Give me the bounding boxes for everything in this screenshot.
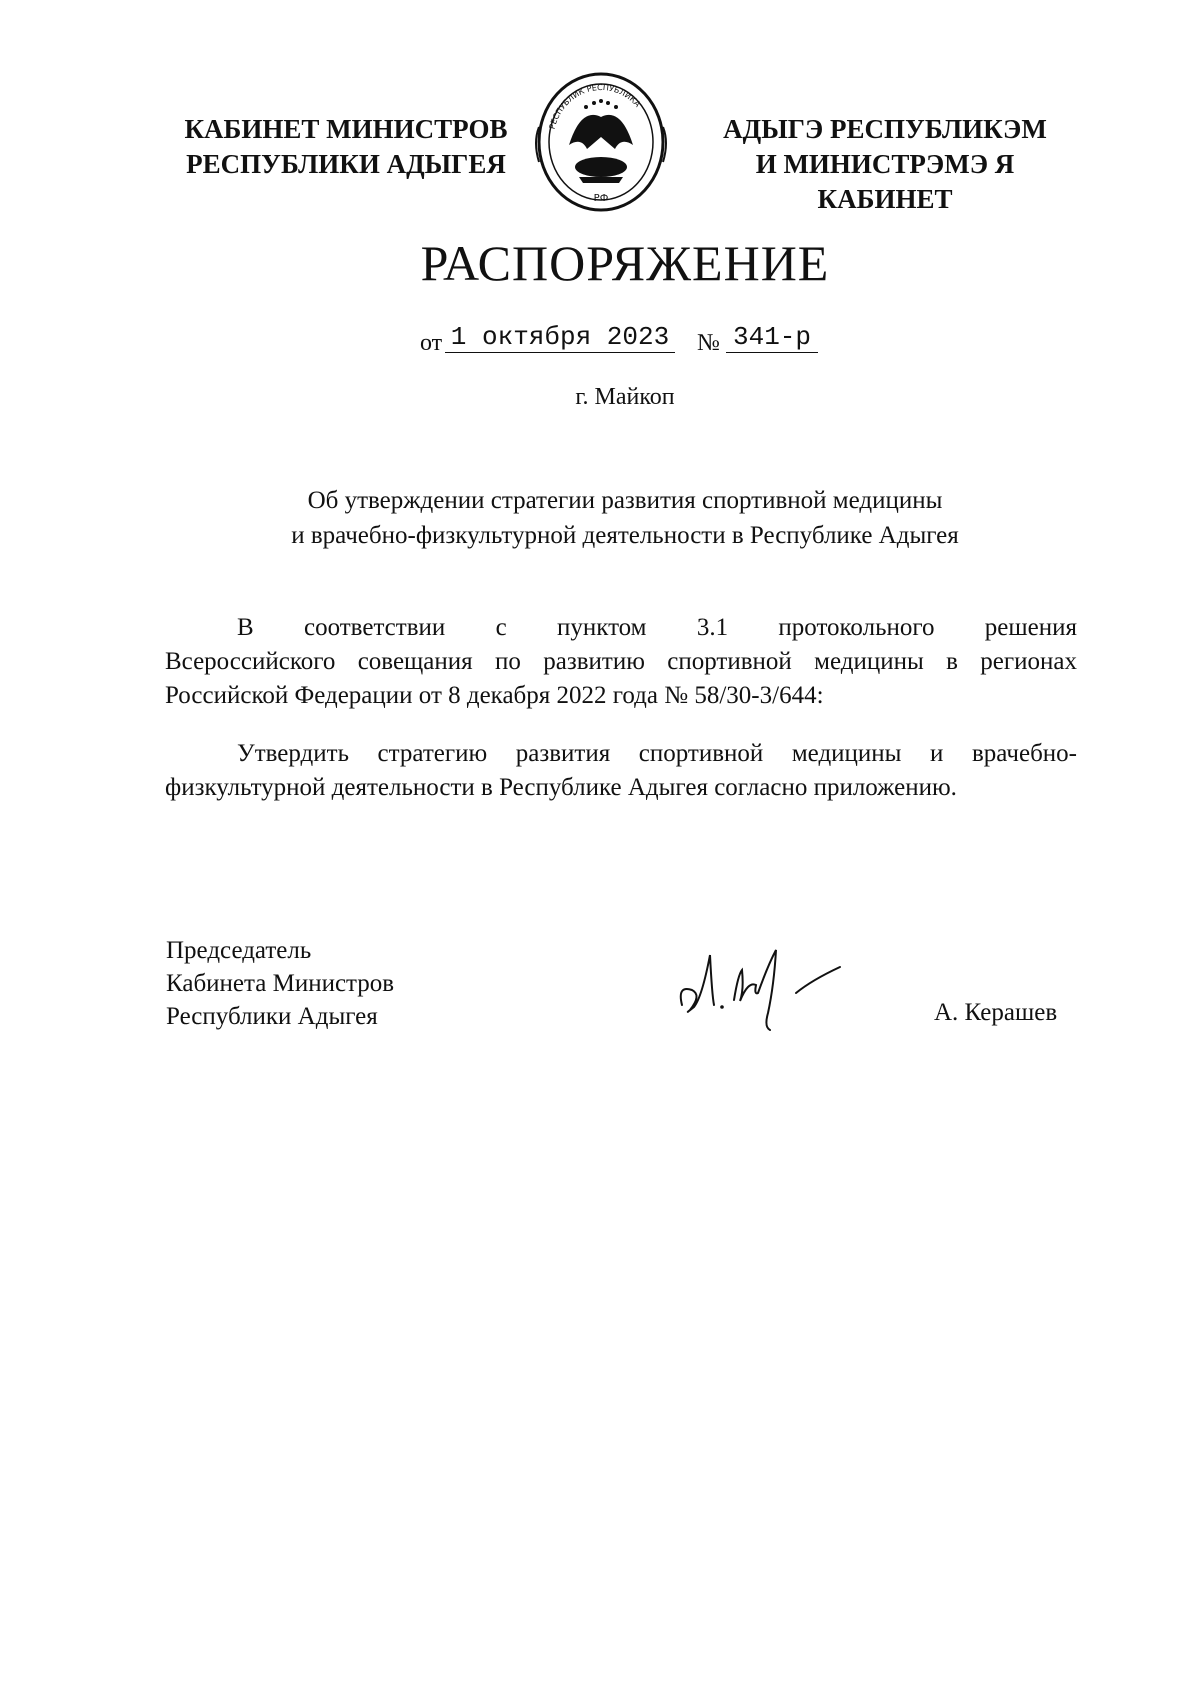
paragraph-preamble bbox=[165, 611, 1077, 713]
handwritten-signature bbox=[672, 935, 872, 1035]
subject-line1: Об утверждении стратегии развития спортивной медицины bbox=[307, 487, 943, 514]
signatory-line3: Республики Адыгея bbox=[166, 1003, 378, 1030]
subject-line2: и врачебно-физкультурной деятельности в Республике Адыгея bbox=[291, 522, 959, 549]
header-right-org bbox=[685, 112, 1085, 217]
preamble-rest: Всероссийского совещания по развитию спортивной медицины в регионах Российской Федерации от 8 декабря 2022 года № 58/30-3/644: bbox=[165, 648, 1077, 709]
signatory-line1: Председатель bbox=[166, 937, 312, 964]
signatory-position bbox=[166, 934, 394, 1033]
document-date: 1 октября 2023 bbox=[445, 322, 675, 353]
coat-of-arms-emblem bbox=[531, 67, 671, 217]
paragraph-resolution: Утвердить стратегию развития спортивной медицины и врачебно-физкультурной деятельности в Республике Адыгея согласно приложению. bbox=[165, 740, 1077, 801]
header-left-line1: КАБИНЕТ МИНИСТРОВ bbox=[184, 114, 508, 144]
header-right-line2: И МИНИСТРЭМЭ Я КАБИНЕТ bbox=[755, 149, 1015, 214]
signatory-line2: Кабинета Министров bbox=[166, 970, 395, 997]
emblem-bottom-text: РФ bbox=[593, 193, 609, 204]
document-subject bbox=[180, 483, 1070, 553]
signatory-name: А. Керашев bbox=[934, 999, 1058, 1026]
header-left-org bbox=[176, 112, 516, 182]
header-left-line2: РЕСПУБЛИКИ АДЫГЕЯ bbox=[186, 149, 506, 179]
preamble-line1: В соответствии с пунктом 3.1 протокольного решения bbox=[237, 614, 1077, 641]
date-prefix: от bbox=[420, 330, 443, 356]
number-sign: № bbox=[697, 330, 720, 356]
document-number: 341-р bbox=[726, 322, 818, 353]
document-city: г. Майкоп bbox=[575, 384, 675, 410]
document-type-title: РАСПОРЯЖЕНИЕ bbox=[420, 235, 830, 291]
emblem-top-text: РЕСПУБЛИК РЕСПУБЛИКА bbox=[547, 82, 643, 131]
header-right-line1: АДЫГЭ РЕСПУБЛИКЭМ bbox=[723, 114, 1047, 144]
